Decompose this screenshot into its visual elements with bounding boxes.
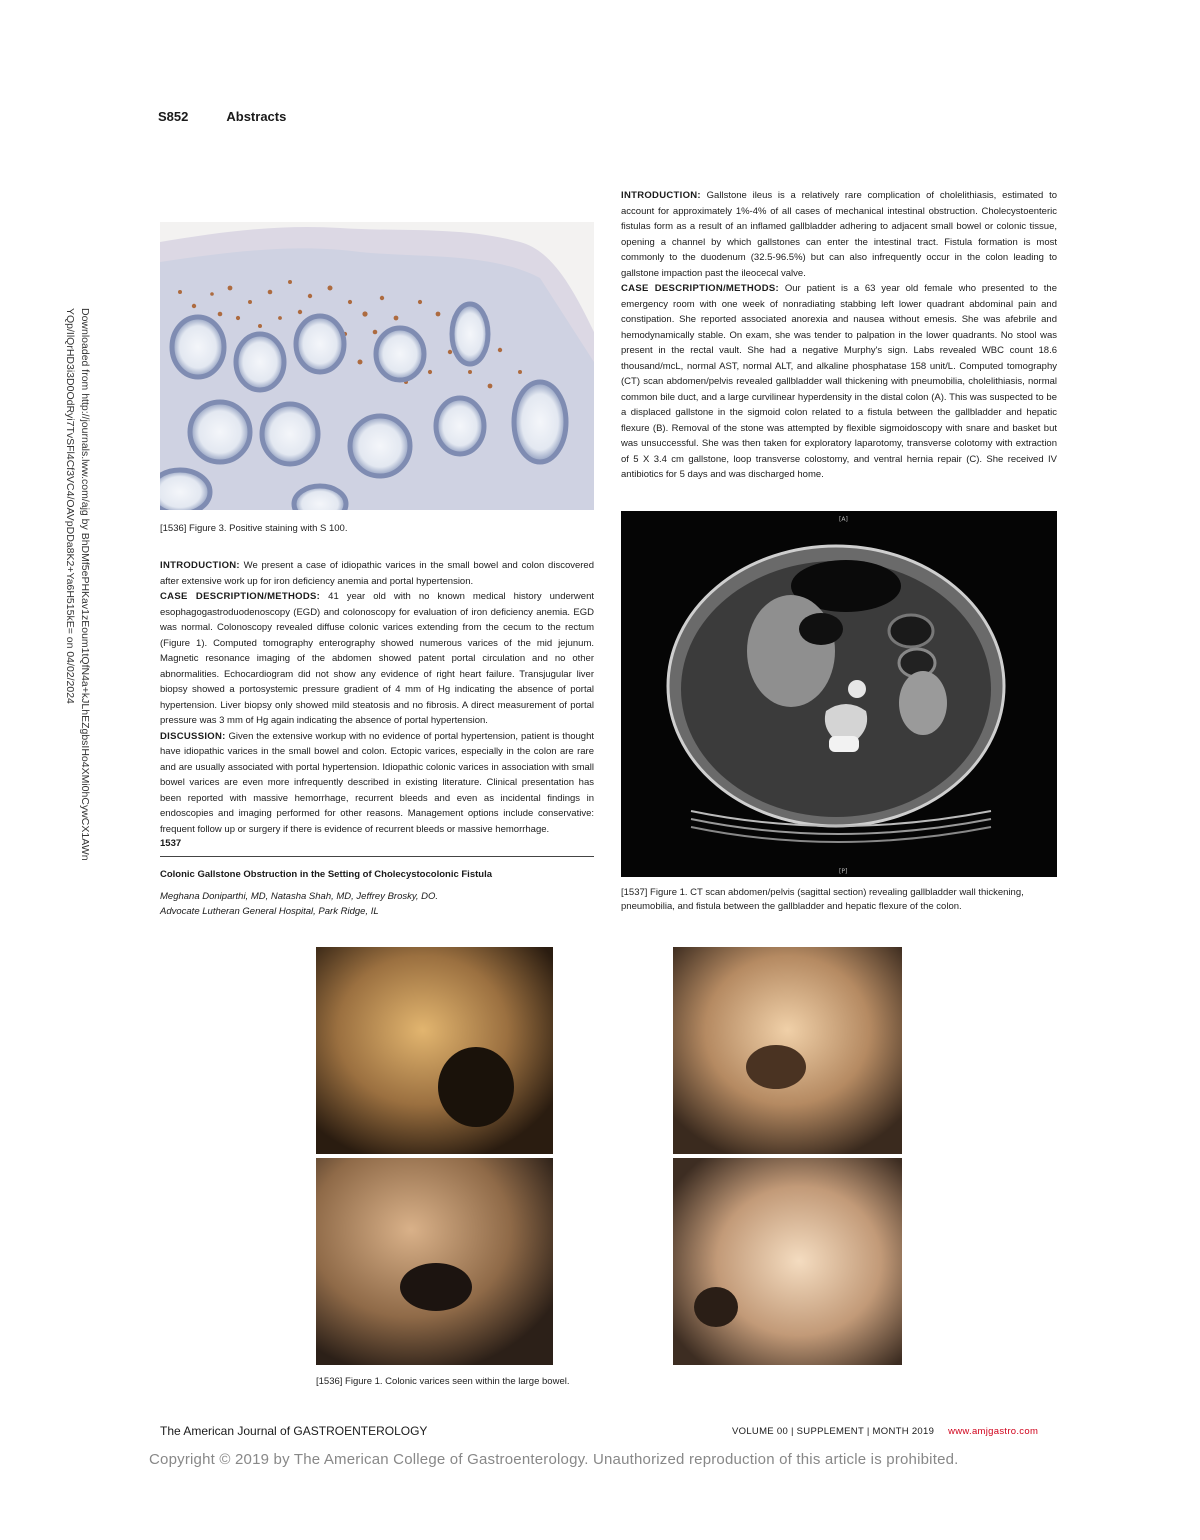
abstract-1536-discussion <box>160 729 594 838</box>
abstract-1537-authors: Meghana Doniparthi, MD, Natasha Shah, MD, Jeffrey Brosky, DO. <box>160 891 439 902</box>
abstract-1537-case-text: Our patient is a 63 year old female who presented to the emergency room with one week of nonradiating stabbing left lower quadrant abdominal pain and constipation. She reported associated anorexia and nausea without emesis. She was afebrile and hemodynamically stable. On exam, she was tender to palpation in the lower quadrants. No stool was present in the rectal vault. She had a negative Murphy's sign. Labs revealed WBC count 18.6 thousand/mcL, normal AST, normal ALT, and alkaline phosphatase 158 unit/L. Computed tomography (CT) scan abdomen/pelvis revealed gallbladder wall thickening with pneumobilia, cholelithiasis, normal common bile duct, and a large curvilinear hyperdensity in the distal colon (A). This was suspected to be a displaced gallstone in the sigmoid colon related to a fistula between the gallbladder and hepatic flexure (B). Removal of the stone was attempted by flexible sigmoidoscopy with snare and basket but was unsuccessful. She was then taken for exploratory laparotomy, transverse colotomy with extraction of 5 X 3.4 cm gallstone, loop transverse colostomy, and ventral hernia repair (C). She received IV antibiotics for 5 days and was discharged home. <box>621 283 1057 480</box>
s1537-fig1-caption-line-1: [1537] Figure 1. CT scan abdomen/pelvis (sagittal section) revealing gallbladder wall thickening, <box>621 887 1024 898</box>
footer-journal <box>160 1424 427 1438</box>
abstract-1536-case-text: 41 year old with no known medical history underwent esophagogastroduodenoscopy (EGD) and colonoscopy for evaluation of iron deficiency anemia. EGD was normal. Colonoscopy revealed diffuse colonic varices extending from the cecum to the rectum (Figure 1). Computed tomography enterography showed numerous varices of the mid jejunum. Magnetic resonance imaging of the abdomen showed patent portal circulation and no other abnormalities. Echocardiogram did not show any evidence of right heart failure. Transjugular liver biopsy showed a portosystemic pressure gradient of 4 mm of Hg indicating the absence of portal hypertension. Liver biopsy only showed mild steatosis and no fibrosis. A direct measurement of portal pressure was 3 mm of Hg again indicating the absence of portal hypertension. <box>160 591 594 726</box>
s1537-fig1-caption-line-2: pneumobilia, and fistula between the gallbladder and hepatic flexure of the colon. <box>621 901 962 912</box>
download-watermark <box>62 308 92 861</box>
abstract-1536-intro-text: We present a case of idiopathic varices in the small bowel and colon discovered after extensive work up for iron deficiency anemia and portal hypertension. <box>160 560 594 587</box>
abstract-1536-body <box>160 558 594 837</box>
abstract-1537-intro-text: Gallstone ileus is a relatively rare complication of cholelithiasis, estimated to account for approximately 1%-4% of all cases of mechanical intestinal obstruction. Cholecystoenteric fistulas form as a result of an inflamed gallbladder adhering to adjacent small bowel or colonic tissue, opening a channel by which gallstones can enter the intestinal tract. Fistula formation is most commonly to the duodenum (32.5-96.5%) but can also infrequently occur in the colon leading to gallstone impaction past the ileocecal valve. <box>621 190 1057 279</box>
s1537-fig1-caption <box>621 886 1057 914</box>
section-title-label: Abstracts <box>226 109 287 124</box>
abstract-1536-intro <box>160 558 594 589</box>
abstract-1537-title: Colonic Gallstone Obstruction in the Setting of Cholecystocolonic Fistula <box>160 869 492 880</box>
abstract-1536-case-label: CASE DESCRIPTION/METHODS: <box>160 591 321 602</box>
abstract-1537-intro-label: INTRODUCTION: <box>621 190 701 201</box>
abstract-1537-body <box>621 188 1057 483</box>
copyright-notice: Copyright © 2019 by The American College of Gastroenterology. Unauthorized reproduction of this article is prohibited. <box>149 1451 959 1468</box>
histology-image <box>160 222 594 510</box>
abstract-1536-discussion-label: DISCUSSION: <box>160 730 226 742</box>
ct-scan-figure <box>621 511 1057 877</box>
abstract-1536-case <box>160 589 594 729</box>
abstract-1537-affiliation: Advocate Lutheran General Hospital, Park Ridge, IL <box>160 906 379 917</box>
section-title-text <box>160 109 286 124</box>
abstract-1537-case-label: CASE DESCRIPTION/METHODS: <box>621 283 779 294</box>
footer-volume: VOLUME 00 | SUPPLEMENT | MONTH 2019 <box>732 1426 935 1437</box>
page-number: S852 <box>158 109 189 124</box>
endoscopy-image <box>316 947 902 1365</box>
abstract-1537-intro <box>621 188 1057 281</box>
endoscopy-figure <box>316 947 902 1365</box>
section-divider <box>160 856 594 857</box>
abstract-1537-case <box>621 281 1057 483</box>
ct-label-a: [A] <box>839 516 848 523</box>
s1536-fig3-caption: [1536] Figure 3. Positive staining with S 100. <box>160 523 348 534</box>
ct-label-p: [P] <box>839 868 848 875</box>
footer-url-link[interactable]: www.amjgastro.com <box>948 1426 1039 1437</box>
ct-scan-image <box>621 511 1057 877</box>
histology-figure <box>160 222 594 510</box>
abstract-1536-intro-label: INTRODUCTION: <box>160 560 240 571</box>
abstract-1537-number: 1537 <box>160 838 182 849</box>
abstract-1536-discussion-text: Given the extensive workup with no evidence of portal hypertension, patient is thought have idiopathic varices in the small bowel and colon. Ectopic varices, especially in the colon are rare and are usually associated with portal hypertension. Idiopathic colonic varices in association with small bowel varices are even more infrequently described in existing literature. Clinical presentation has been reported with massive hemorrhage, recurrent bleeds and even as incidental findings in endoscopies and imaging performed for other reasons. Management options include conservative: frequent follow up or surgery if there is evidence of recurrent bleeds or massive hemorrhage. <box>160 730 595 835</box>
download-watermark-line-1: Downloaded from http://journals.lww.com/ajg by BhDMf5ePHKav1zEoum1tQfN4a+kJLhEZgbsIHo4XMi0hCywCX1AWn <box>79 308 91 861</box>
download-watermark-line-2: YQp/IlQrHD3i3D0OdRyi7TvSFl4Cf3VC4/OAVpDDa8K2+Ya6H515kE= on 04/02/2024 <box>64 308 76 704</box>
abstract-1537-byline <box>160 889 438 919</box>
footer-volume-line <box>732 1426 1038 1437</box>
footer-journal-prefix: The American Journal of <box>160 1424 294 1438</box>
s1536-fig1-caption: [1536] Figure 1. Colonic varices seen within the large bowel. <box>316 1376 570 1387</box>
footer-journal-name: GASTROENTEROLOGY <box>293 1424 428 1438</box>
